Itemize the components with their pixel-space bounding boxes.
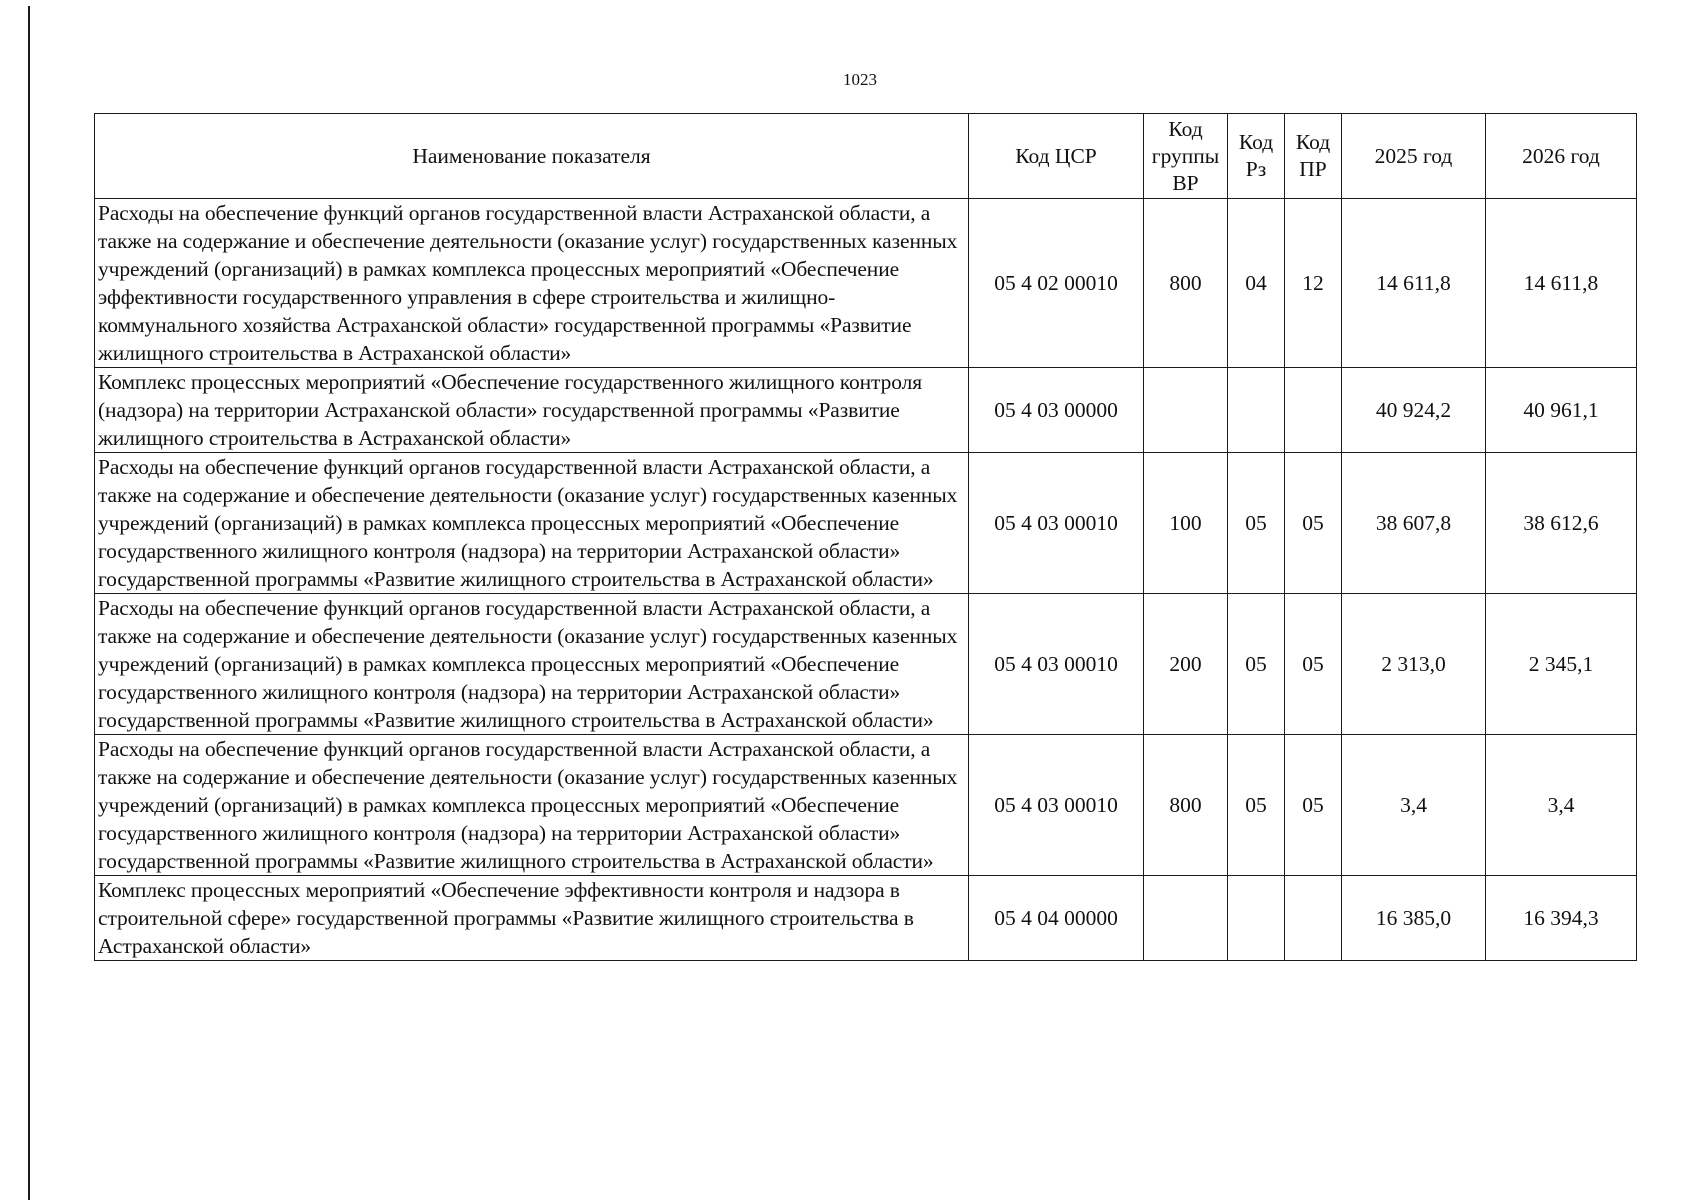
header-2026: 2026 год <box>1486 114 1637 199</box>
header-pr: Код ПР <box>1285 114 1342 199</box>
cell-pr: 05 <box>1285 453 1342 594</box>
page-number: 1023 <box>843 70 877 89</box>
cell-vr: 200 <box>1144 594 1228 735</box>
cell-pr: 12 <box>1285 199 1342 368</box>
cell-vr <box>1144 876 1228 961</box>
budget-table <box>94 113 1637 961</box>
cell-name: Комплекс процессных мероприятий «Обеспечение государственного жилищного контроля (надзора) на территории Астраханской области» государственной программы «Развитие жилищного строительства в Астраханской области» <box>95 368 969 453</box>
binding-margin-line <box>28 6 30 1200</box>
cell-name: Расходы на обеспечение функций органов государственной власти Астраханской области, а также на содержание и обеспечение деятельности (оказание услуг) государственных казенных учреждений (организаций) в рамках комплекса процессных мероприятий «Обеспечение государственного жилищного контроля (надзора) на территории Астраханской области» государственной программы «Развитие жилищного строительства в Астраханской области» <box>95 735 969 876</box>
cell-pr <box>1285 368 1342 453</box>
cell-2026: 3,4 <box>1486 735 1637 876</box>
cell-2025: 38 607,8 <box>1342 453 1486 594</box>
cell-name: Комплекс процессных мероприятий «Обеспечение эффективности контроля и надзора в строительной сфере» государственной программы «Развитие жилищного строительства в Астраханской области» <box>95 876 969 961</box>
header-rz: Код Рз <box>1228 114 1285 199</box>
cell-name: Расходы на обеспечение функций органов государственной власти Астраханской области, а также на содержание и обеспечение деятельности (оказание услуг) государственных казенных учреждений (организаций) в рамках комплекса процессных мероприятий «Обеспечение государственного жилищного контроля (надзора) на территории Астраханской области» государственной программы «Развитие жилищного строительства в Астраханской области» <box>95 453 969 594</box>
cell-vr: 800 <box>1144 199 1228 368</box>
table-row <box>95 876 1637 961</box>
cell-rz <box>1228 876 1285 961</box>
cell-csr: 05 4 03 00010 <box>969 735 1144 876</box>
cell-name: Расходы на обеспечение функций органов государственной власти Астраханской области, а также на содержание и обеспечение деятельности (оказание услуг) государственных казенных учреждений (организаций) в рамках комплекса процессных мероприятий «Обеспечение эффективности государственного управления в сфере строительства и жилищно-коммунального хозяйства Астраханской области» государственной программы «Развитие жилищного строительства в Астраханской области» <box>95 199 969 368</box>
header-csr: Код ЦСР <box>969 114 1144 199</box>
cell-rz: 05 <box>1228 453 1285 594</box>
cell-rz: 05 <box>1228 594 1285 735</box>
cell-csr: 05 4 03 00010 <box>969 453 1144 594</box>
cell-rz: 04 <box>1228 199 1285 368</box>
cell-csr: 05 4 03 00010 <box>969 594 1144 735</box>
cell-2025: 2 313,0 <box>1342 594 1486 735</box>
header-2025: 2025 год <box>1342 114 1486 199</box>
cell-pr: 05 <box>1285 594 1342 735</box>
cell-pr <box>1285 876 1342 961</box>
cell-name: Расходы на обеспечение функций органов государственной власти Астраханской области, а также на содержание и обеспечение деятельности (оказание услуг) государственных казенных учреждений (организаций) в рамках комплекса процессных мероприятий «Обеспечение государственного жилищного контроля (надзора) на территории Астраханской области» государственной программы «Развитие жилищного строительства в Астраханской области» <box>95 594 969 735</box>
cell-2026: 2 345,1 <box>1486 594 1637 735</box>
cell-2026: 38 612,6 <box>1486 453 1637 594</box>
cell-2025: 16 385,0 <box>1342 876 1486 961</box>
cell-pr: 05 <box>1285 735 1342 876</box>
cell-2025: 40 924,2 <box>1342 368 1486 453</box>
cell-csr: 05 4 02 00010 <box>969 199 1144 368</box>
table-header-row <box>95 114 1637 199</box>
cell-2025: 3,4 <box>1342 735 1486 876</box>
cell-2026: 14 611,8 <box>1486 199 1637 368</box>
cell-vr: 100 <box>1144 453 1228 594</box>
cell-2025: 14 611,8 <box>1342 199 1486 368</box>
cell-csr: 05 4 04 00000 <box>969 876 1144 961</box>
header-name: Наименование показателя <box>95 114 969 199</box>
cell-2026: 16 394,3 <box>1486 876 1637 961</box>
cell-vr: 800 <box>1144 735 1228 876</box>
header-vr: Код группы ВР <box>1144 114 1228 199</box>
table-row <box>95 594 1637 735</box>
table-row <box>95 199 1637 368</box>
table-row <box>95 453 1637 594</box>
cell-csr: 05 4 03 00000 <box>969 368 1144 453</box>
cell-2026: 40 961,1 <box>1486 368 1637 453</box>
table-row <box>95 735 1637 876</box>
cell-rz: 05 <box>1228 735 1285 876</box>
cell-vr <box>1144 368 1228 453</box>
cell-rz <box>1228 368 1285 453</box>
table-row <box>95 368 1637 453</box>
